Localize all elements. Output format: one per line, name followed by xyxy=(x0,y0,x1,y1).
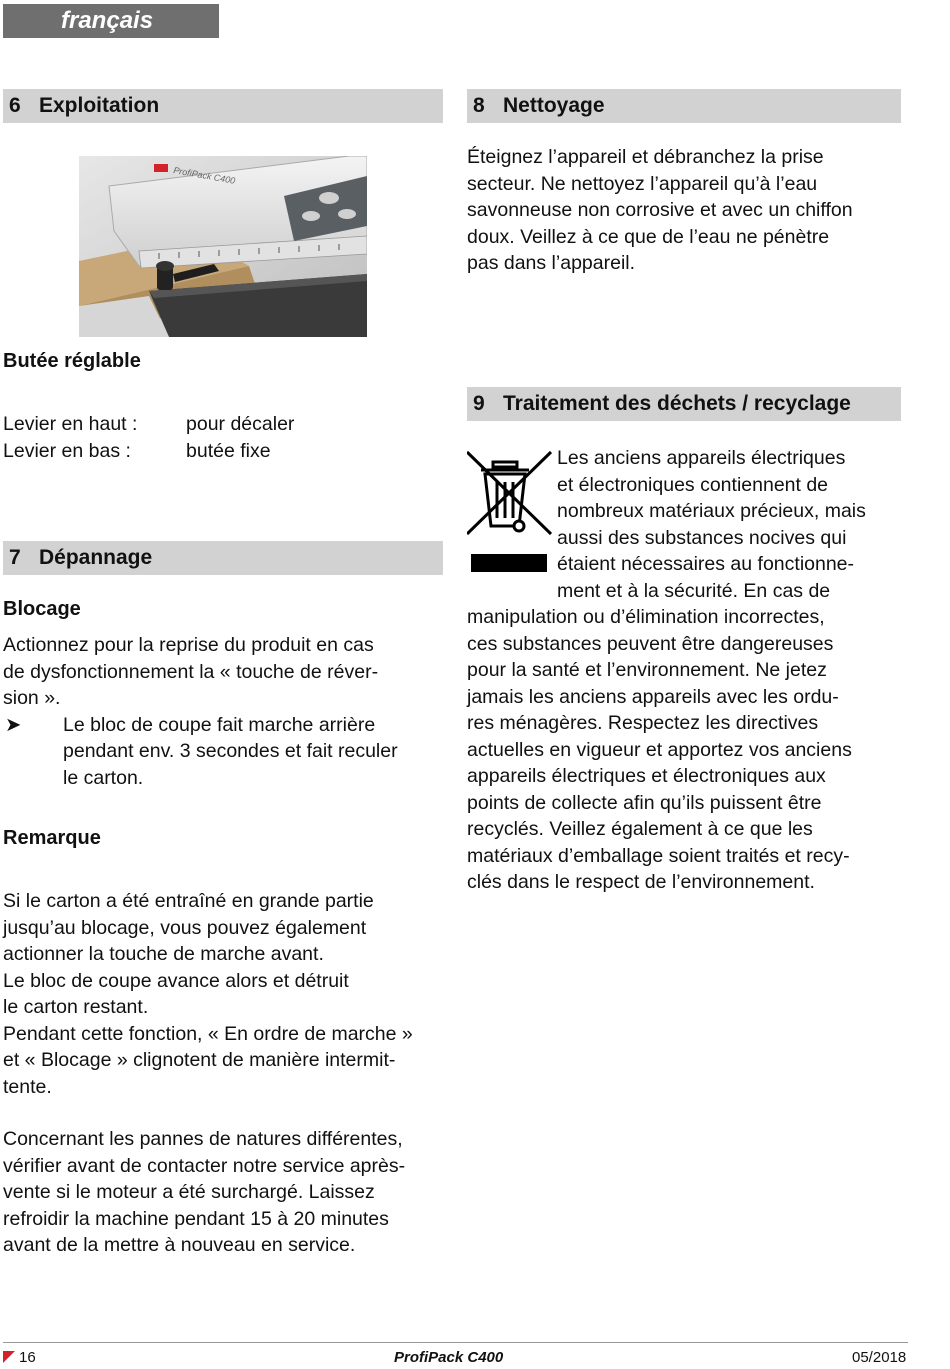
section-6-number: 6 xyxy=(9,94,21,117)
section-9-number: 9 xyxy=(473,392,485,415)
remarque-line: et « Blocage » clignotent de manière intermit- xyxy=(3,1049,396,1071)
remarque-line: Pendant cette fonction, « En ordre de marche » xyxy=(3,1022,413,1045)
weee-bin-icon xyxy=(467,448,553,578)
remarque-title: Remarque xyxy=(3,827,101,849)
recyclage-line: points de collecte afin qu’ils puissent être xyxy=(467,791,822,814)
recyclage-wrap-line: aussi des substances nocives qui xyxy=(557,526,847,549)
final-line: vente si le moteur a été surchargé. Laissez xyxy=(3,1181,375,1203)
section-7-header xyxy=(3,541,443,575)
bullet-line: pendant env. 3 secondes et fait reculer xyxy=(63,740,398,762)
remarque-line: jusqu’au blocage, vous pouvez également xyxy=(3,916,367,939)
section-7-title: Dépannage xyxy=(39,546,153,569)
remarque-text xyxy=(3,888,448,1100)
bullet-line: le carton. xyxy=(63,766,144,789)
recyclage-line: ces substances peuvent être dangereuses xyxy=(467,632,834,655)
nettoyage-line: pas dans l’appareil. xyxy=(467,252,636,274)
section-6-title: Exploitation xyxy=(39,94,160,117)
nettoyage-line: doux. Veillez à ce que de l’eau ne pénètre xyxy=(467,225,830,248)
final-line: refroidir la machine pendant 15 à 20 minutes xyxy=(3,1207,389,1230)
blocage-line: de dysfonctionnement la « touche de réver- xyxy=(3,660,379,683)
nettoyage-line: savonneuse non corrosive et avec un chiffon xyxy=(467,199,853,221)
section-9-header xyxy=(467,387,901,421)
nettoyage-line: secteur. Ne nettoyez l’appareil qu’à l’eau xyxy=(467,172,818,195)
remarque-line: actionner la touche de marche avant. xyxy=(3,943,324,965)
product-photo xyxy=(79,156,367,337)
recyclage-wrap-line: ment et à la sécurité. En cas de xyxy=(557,579,831,602)
blocage-text xyxy=(3,632,448,791)
butee-row-2 xyxy=(3,438,271,465)
final-line: Concernant les pannes de natures différentes, xyxy=(3,1128,403,1150)
bullet-line: Le bloc de coupe fait marche arrière xyxy=(63,713,376,736)
blocage-bullet xyxy=(3,712,448,792)
depannage-final-text xyxy=(3,1126,448,1259)
remarque-line: tente. xyxy=(3,1075,52,1098)
product-photo-svg xyxy=(79,156,367,337)
footer-page-number: 16 xyxy=(19,1349,36,1366)
recyclage-line: recyclés. Veillez également à ce que les xyxy=(467,818,813,840)
section-8-number: 8 xyxy=(473,94,485,117)
butee-row-1 xyxy=(3,411,294,438)
footer-divider xyxy=(3,1342,908,1343)
recyclage-wrap-text xyxy=(557,445,917,604)
nettoyage-line: Éteignez l’appareil et débranchez la prise xyxy=(467,146,824,168)
butee-row-1-key: Levier en haut : xyxy=(3,413,138,435)
remarque-line: Si le carton a été entraîné en grande partie xyxy=(3,890,374,912)
remarque-line: Le bloc de coupe avance alors et détruit xyxy=(3,969,349,992)
blocage-line: Actionnez pour la reprise du produit en cas xyxy=(3,634,374,656)
recyclage-wrap-line: et électroniques contiennent de xyxy=(557,473,829,496)
butee-row-1-value: pour décaler xyxy=(186,413,295,435)
language-tab: français xyxy=(3,4,219,38)
butee-title: Butée réglable xyxy=(3,350,141,372)
photo-brand-label: ProfiPack C400 xyxy=(172,165,236,186)
footer-product: ProfiPack C400 xyxy=(394,1349,504,1366)
remarque-line: le carton restant. xyxy=(3,996,149,1018)
recyclage-line: matériaux d’emballage soient traités et recy- xyxy=(467,844,850,867)
recyclage-text xyxy=(467,604,927,896)
recyclage-wrap-line: étaient nécessaires au fonctionne- xyxy=(557,553,855,575)
recyclage-line: clés dans le respect de l’environnement. xyxy=(467,871,815,893)
blocage-line: sion ». xyxy=(3,687,61,709)
butee-row-2-key: Levier en bas : xyxy=(3,440,131,462)
section-8-header xyxy=(467,89,901,123)
final-line: avant de la mettre à nouveau en service. xyxy=(3,1234,356,1256)
recyclage-line: appareils électriques et électroniques aux xyxy=(467,765,826,787)
nettoyage-text xyxy=(467,144,912,277)
recyclage-line: actuelles en vigueur et apportez vos anciens xyxy=(467,738,852,761)
recyclage-wrap-line: nombreux matériaux précieux, mais xyxy=(557,500,866,522)
section-7-number: 7 xyxy=(9,546,21,569)
recyclage-line: res ménagères. Respectez les directives xyxy=(467,712,819,734)
footer-date: 05/2018 xyxy=(852,1349,907,1366)
footer-marker-icon xyxy=(3,1351,15,1363)
recyclage-line: pour la santé et l’environnement. Ne jetez xyxy=(467,659,827,681)
recyclage-wrap-line: Les anciens appareils électriques xyxy=(557,447,846,469)
recyclage-line: manipulation ou d’élimination incorrectes, xyxy=(467,606,825,628)
butee-row-2-value: butée fixe xyxy=(186,440,271,462)
section-9-title: Traitement des déchets / recyclage xyxy=(503,392,851,415)
recyclage-line: jamais les anciens appareils avec les ordu- xyxy=(467,685,839,708)
section-8-title: Nettoyage xyxy=(503,94,605,117)
final-line: vérifier avant de contacter notre service après- xyxy=(3,1154,406,1177)
section-6-header xyxy=(3,89,443,123)
bullet-arrow-icon: ➤ xyxy=(5,713,22,736)
weee-bin-svg xyxy=(467,448,553,578)
blocage-title: Blocage xyxy=(3,598,81,620)
